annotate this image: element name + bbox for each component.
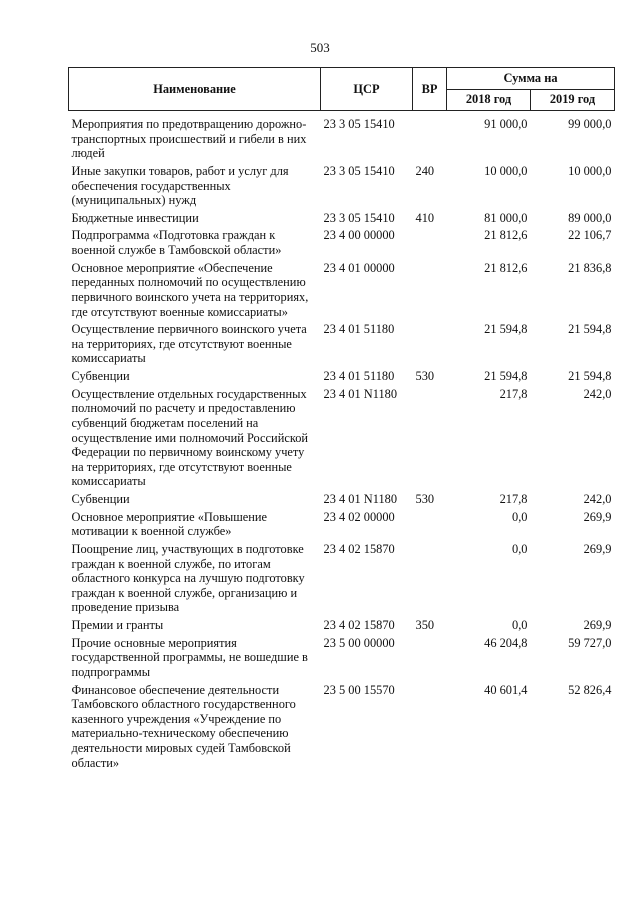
row-sum-2018: 0,0 bbox=[512, 541, 528, 556]
row-name: Субвенции bbox=[71, 369, 130, 383]
row-name: Бюджетные инвестиции bbox=[71, 210, 199, 225]
row-name: Осуществление отдельных государственных полномочий по расчету и предоставлению субвенций бюджетам поселений на осуществление ими полномочий Российской Федерации по первичному воинскому учету на территориях, где отсутствуют военные комиссариаты bbox=[71, 386, 309, 489]
budget-table bbox=[68, 67, 615, 773]
row-csr: 23 4 02 15870 bbox=[323, 618, 395, 632]
row-vr bbox=[413, 228, 447, 260]
row-name: Иные закупки товаров, работ и услуг для обеспечения государственных (муниципальных) нужд bbox=[71, 163, 289, 208]
row-name: Поощрение лиц, участвующих в подготовке граждан к военной службе, по итогам областного конкурса на лучшую подготовку граждан к военной службе, организацию и проведение призыва bbox=[71, 541, 305, 615]
table-row bbox=[69, 618, 615, 636]
row-vr bbox=[413, 322, 447, 369]
row-sum-2019: 99 000,0 bbox=[568, 117, 612, 131]
table-row bbox=[69, 510, 615, 542]
table-row bbox=[69, 387, 615, 492]
row-name: Субвенции bbox=[71, 492, 130, 506]
row-sum-2019: 10 000,0 bbox=[568, 163, 612, 178]
row-vr: 530 bbox=[415, 369, 435, 383]
header-year-2018: 2018 год bbox=[447, 89, 531, 111]
row-vr: 530 bbox=[415, 492, 435, 506]
row-csr: 23 5 00 15570 bbox=[323, 682, 395, 697]
header-csr: ЦСР bbox=[321, 68, 413, 111]
table-row bbox=[69, 542, 615, 618]
row-name: Осуществление первичного воинского учета на территориях, где отсутствуют военные комиссариаты bbox=[71, 322, 307, 366]
row-vr: 240 bbox=[415, 163, 435, 178]
header-name: Наименование bbox=[69, 68, 321, 111]
row-sum-2018: 217,8 bbox=[499, 386, 528, 401]
row-sum-2018: 91 000,0 bbox=[484, 117, 528, 131]
row-csr: 23 5 00 00000 bbox=[323, 635, 395, 650]
row-sum-2018: 21 812,6 bbox=[484, 228, 528, 243]
row-sum-2019: 242,0 bbox=[583, 492, 612, 506]
header-vr: ВР bbox=[413, 68, 447, 111]
row-sum-2018: 0,0 bbox=[512, 618, 528, 632]
row-csr: 23 3 05 15410 bbox=[323, 163, 395, 178]
row-sum-2019: 269,9 bbox=[583, 541, 612, 556]
row-vr bbox=[413, 636, 447, 683]
row-csr: 23 4 01 51180 bbox=[323, 369, 395, 383]
row-vr bbox=[413, 261, 447, 323]
row-sum-2019: 59 727,0 bbox=[568, 635, 612, 650]
table-row bbox=[69, 164, 615, 211]
row-vr: 410 bbox=[415, 210, 435, 225]
table-row bbox=[69, 683, 615, 774]
row-vr bbox=[413, 387, 447, 492]
row-vr bbox=[413, 510, 447, 542]
table-row bbox=[69, 111, 615, 164]
row-sum-2019: 21 594,8 bbox=[568, 369, 612, 383]
header-year-2019: 2019 год bbox=[531, 89, 615, 111]
row-sum-2018: 46 204,8 bbox=[484, 635, 528, 650]
row-csr: 23 4 01 51180 bbox=[323, 322, 395, 337]
row-csr: 23 3 05 15410 bbox=[323, 210, 395, 225]
row-sum-2019: 269,9 bbox=[583, 618, 612, 632]
row-name: Прочие основные мероприятия государственной программы, не вошедшие в подпрограммы bbox=[71, 635, 308, 679]
table-row bbox=[69, 211, 615, 229]
row-name: Мероприятия по предотвращению дорожно-транспортных происшествий и гибели в них людей bbox=[71, 117, 307, 161]
row-vr bbox=[413, 111, 447, 164]
row-name: Подпрограмма «Подготовка граждан к военной службе в Тамбовской области» bbox=[71, 228, 282, 257]
row-csr: 23 4 01 N1180 bbox=[323, 492, 398, 506]
page-number: 503 bbox=[310, 40, 330, 55]
table-header bbox=[69, 68, 615, 111]
row-sum-2018: 81 000,0 bbox=[484, 210, 528, 225]
row-sum-2019: 269,9 bbox=[583, 509, 612, 524]
row-sum-2019: 22 106,7 bbox=[568, 228, 612, 243]
row-name: Основное мероприятие «Повышение мотивации к военной службе» bbox=[71, 509, 268, 539]
row-sum-2018: 21 594,8 bbox=[484, 322, 528, 337]
row-vr bbox=[413, 542, 447, 618]
table-row bbox=[69, 322, 615, 369]
row-sum-2018: 21 594,8 bbox=[484, 369, 528, 383]
row-sum-2018: 217,8 bbox=[499, 492, 528, 506]
row-sum-2019: 52 826,4 bbox=[568, 682, 612, 697]
table-row bbox=[69, 492, 615, 510]
row-sum-2019: 89 000,0 bbox=[568, 210, 612, 225]
row-name: Финансовое обеспечение деятельности Тамбовского областного государственного казенного учреждения «Учреждение по материально-техническому обеспечению деятельности мировых судей Тамбовской области» bbox=[71, 682, 296, 770]
row-csr: 23 4 00 00000 bbox=[323, 228, 395, 243]
row-sum-2018: 10 000,0 bbox=[484, 163, 528, 178]
row-csr: 23 4 02 15870 bbox=[323, 541, 395, 556]
row-sum-2019: 21 836,8 bbox=[568, 260, 612, 275]
row-sum-2018: 40 601,4 bbox=[484, 682, 528, 697]
row-vr bbox=[413, 683, 447, 774]
row-name: Основное мероприятие «Обеспечение переданных полномочий по осуществлению первичного воинского учета на территориях, где отсутствуют военные комиссариаты» bbox=[71, 260, 309, 319]
row-csr: 23 4 01 00000 bbox=[323, 260, 395, 275]
table-row bbox=[69, 228, 615, 260]
row-csr: 23 3 05 15410 bbox=[323, 117, 395, 131]
row-name: Премии и гранты bbox=[71, 618, 164, 632]
row-csr: 23 4 01 N1180 bbox=[323, 386, 398, 401]
row-sum-2019: 21 594,8 bbox=[568, 322, 612, 337]
table-row bbox=[69, 369, 615, 387]
table-body bbox=[69, 111, 615, 774]
row-vr: 350 bbox=[415, 618, 435, 632]
row-sum-2018: 0,0 bbox=[512, 509, 528, 524]
header-sum: Сумма на bbox=[447, 68, 615, 90]
row-csr: 23 4 02 00000 bbox=[323, 509, 395, 524]
row-sum-2019: 242,0 bbox=[583, 386, 612, 401]
row-sum-2018: 21 812,6 bbox=[484, 260, 528, 275]
table-row bbox=[69, 261, 615, 323]
table-row bbox=[69, 636, 615, 683]
